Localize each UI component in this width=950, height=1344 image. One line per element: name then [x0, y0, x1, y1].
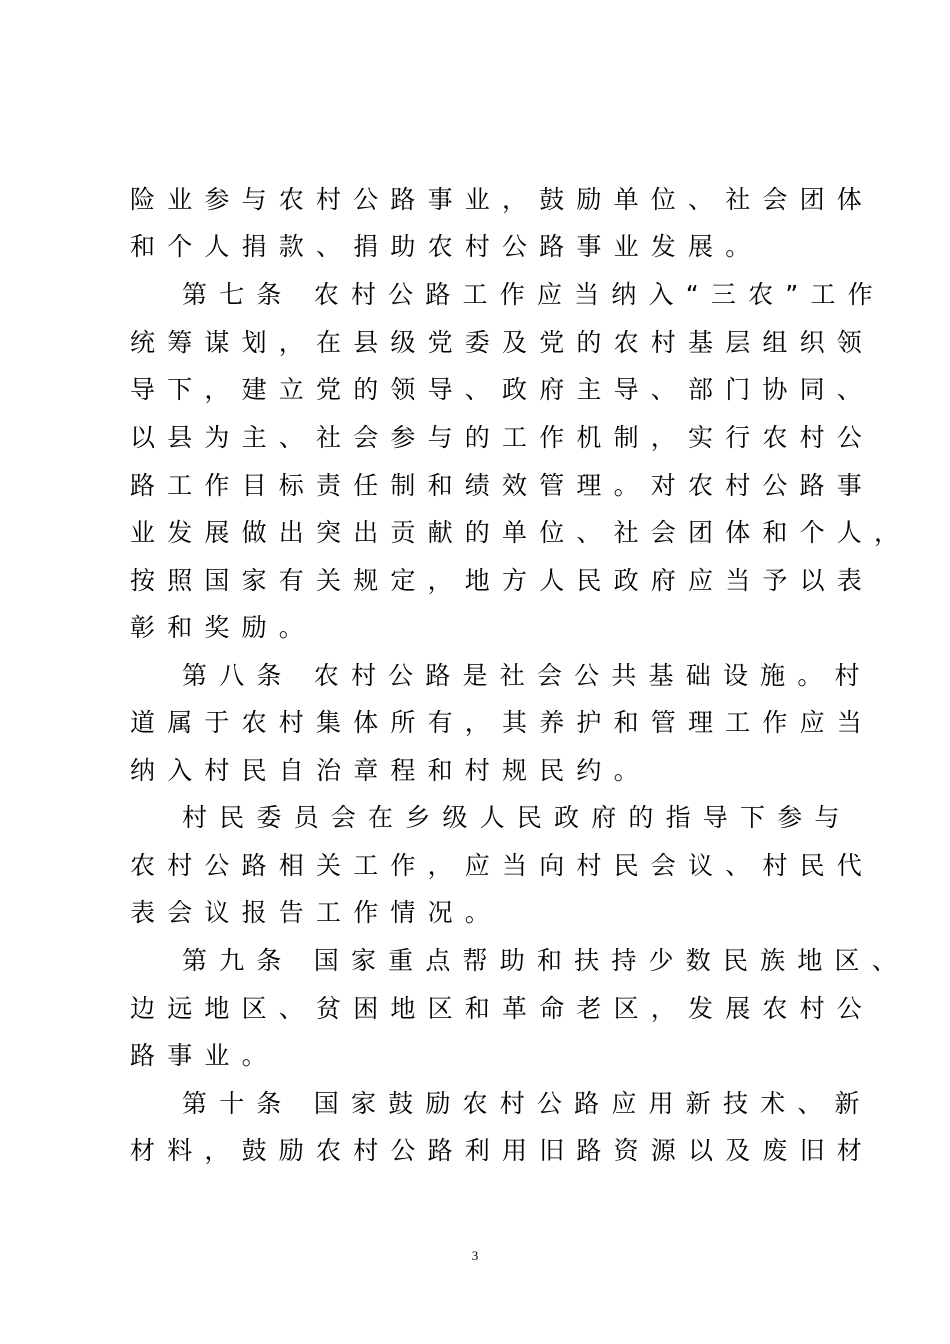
text-line: 导下，建立党的领导、政府主导、部门协同、: [130, 375, 875, 404]
text-line: 险业参与农村公路事业，鼓励单位、社会团体: [130, 185, 875, 214]
text-line: 材料，鼓励农村公路利用旧路资源以及废旧材: [130, 1136, 875, 1165]
text-line: 统筹谋划，在县级党委及党的农村基层组织领: [130, 328, 875, 357]
text-line: 彰和奖励。: [130, 613, 317, 642]
page-number: 3: [471, 1248, 479, 1263]
text-line: 以县为主、社会参与的工作机制，实行农村公: [130, 423, 875, 452]
text-line: 路工作目标责任制和绩效管理。对农村公路事: [130, 471, 875, 500]
text-line: 表会议报告工作情况。: [130, 898, 503, 927]
text-line: 纳入村民自治章程和村规民约。: [130, 756, 651, 785]
text-line: 和个人捐款、捐助农村公路事业发展。: [130, 232, 763, 261]
article-7-heading-line: 第七条 农村公路工作应当纳入“三农”工作: [182, 280, 885, 309]
article-8-heading-line: 第八条 农村公路是社会公共基础设施。村: [182, 661, 872, 690]
article-10-heading-line: 第十条 国家鼓励农村公路应用新技术、新: [182, 1089, 872, 1118]
text-line: 按照国家有关规定，地方人民政府应当予以表: [130, 566, 875, 595]
paragraph-start-line: 村民委员会在乡级人民政府的指导下参与: [182, 803, 852, 832]
text-line: 道属于农村集体所有，其养护和管理工作应当: [130, 708, 875, 737]
text-line: 业发展做出突出贡献的单位、社会团体和个人，: [130, 518, 912, 547]
text-line: 路事业。: [130, 1041, 279, 1070]
article-9-heading-line: 第九条 国家重点帮助和扶持少数民族地区、: [182, 946, 909, 975]
text-line: 边远地区、贫困地区和革命老区，发展农村公: [130, 994, 875, 1023]
text-line: 农村公路相关工作，应当向村民会议、村民代: [130, 851, 875, 880]
